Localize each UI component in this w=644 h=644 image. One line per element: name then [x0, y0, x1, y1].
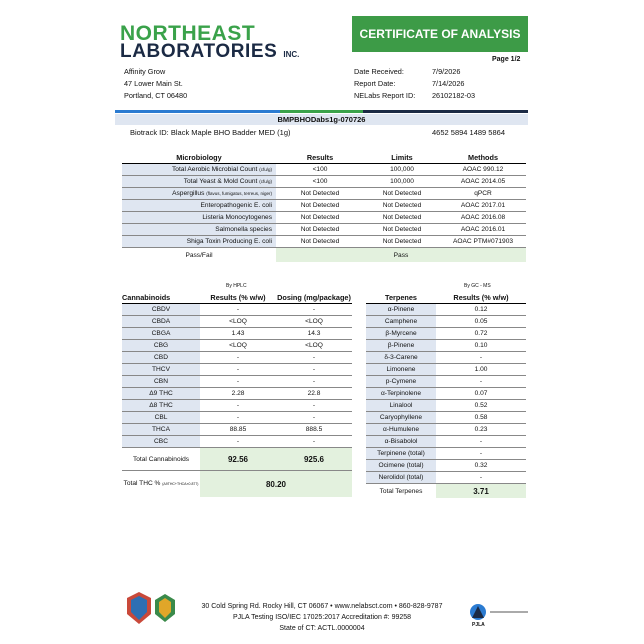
cannabinoid-row: [122, 304, 352, 316]
terpene-name: Ocimene (total): [366, 460, 436, 472]
total-cannabinoids-result: 92.56: [200, 448, 276, 471]
cannabinoid-name: CBL: [122, 412, 200, 424]
client-address2: Portland, CT 06480: [124, 91, 188, 100]
micro-header: Limits: [364, 152, 440, 164]
date-received: 7/9/2026: [432, 67, 461, 76]
terpene-result: -: [436, 436, 526, 448]
micro-row: [122, 164, 526, 176]
pass-fail-label: Pass/Fail: [122, 248, 276, 263]
micro-test-label: Salmonella species: [215, 226, 272, 233]
cannabinoid-result: <LOQ: [200, 316, 276, 328]
terpene-row: [366, 424, 526, 436]
cannabinoid-dose: -: [276, 400, 352, 412]
terpene-row: [366, 364, 526, 376]
biotrack-number: 4652 5894 1489 5864: [432, 128, 505, 137]
terpene-name: α-Pinene: [366, 304, 436, 316]
total-thc-label-cell: [122, 471, 200, 498]
terpene-header: Results (% w/w): [436, 292, 526, 304]
terpene-row: [366, 340, 526, 352]
cannabinoid-name: CBGA: [122, 328, 200, 340]
terpene-method: By GC - MS: [464, 283, 491, 289]
client-name: Affinity Grow: [124, 67, 166, 76]
cannabinoid-name: CBD: [122, 352, 200, 364]
total-cannabinoids-row: [122, 448, 352, 471]
terpene-row: [366, 400, 526, 412]
micro-method: AOAC PTM#071903: [440, 236, 526, 248]
biotrack-label: Biotrack ID:: [130, 128, 169, 137]
micro-test-name: [122, 200, 276, 212]
client-address1: 47 Lower Main St.: [124, 79, 183, 88]
cannabinoid-header: Cannabinoids: [122, 292, 200, 304]
micro-limit: Not Detected: [364, 224, 440, 236]
cannabinoid-result: -: [200, 304, 276, 316]
micro-test-label: Aspergillus: [172, 190, 205, 197]
terpene-name: α-Bisabolol: [366, 436, 436, 448]
total-cannabinoids-dose: 925.6: [276, 448, 352, 471]
footer-license: State of CT: ACTL.0000004: [279, 625, 365, 632]
terpene-result: 0.10: [436, 340, 526, 352]
terpene-row: [366, 388, 526, 400]
brand-name: LABORATORIES: [120, 41, 278, 62]
cannabinoid-row: [122, 400, 352, 412]
client-block: [124, 66, 187, 102]
cannabinoid-result: -: [200, 364, 276, 376]
cannabinoid-row: [122, 376, 352, 388]
micro-test-name: [122, 212, 276, 224]
terpene-row: [366, 304, 526, 316]
micro-test-name: [122, 188, 276, 200]
date-received-label: Date Received:: [354, 67, 404, 76]
micro-result: Not Detected: [276, 212, 364, 224]
micro-test-label: Shiga Toxin Producing E. coli: [186, 238, 272, 245]
micro-row: [122, 212, 526, 224]
pass-fail-row: [122, 248, 526, 263]
report-date: 7/14/2026: [432, 79, 465, 88]
cannabinoid-result: 88.85: [200, 424, 276, 436]
cannabinoid-name: CBG: [122, 340, 200, 352]
pass-fail-value: Pass: [276, 248, 526, 263]
micro-test-unit: (cfu/g): [259, 167, 272, 172]
micro-method: AOAC 2014.05: [440, 176, 526, 188]
terpene-row: [366, 448, 526, 460]
divider-rule: [115, 110, 528, 113]
micro-test-name: [122, 164, 276, 176]
report-id-label: NELabs Report ID:: [354, 91, 416, 100]
terpene-row: [366, 376, 526, 388]
terpene-row: [366, 352, 526, 364]
report-labels: [354, 66, 415, 102]
micro-limit: 100,000: [364, 176, 440, 188]
micro-method: AOAC 2016.08: [440, 212, 526, 224]
cannabinoids-table: [122, 292, 352, 497]
cannabinoid-dose: 22.8: [276, 388, 352, 400]
micro-test-label: Total Yeast & Mold Count: [183, 178, 258, 185]
terpene-name: Camphene: [366, 316, 436, 328]
cannabinoid-dose: -: [276, 352, 352, 364]
footer-accreditation: PJLA Testing ISO/IEC 17025:2017 Accreditation #: 99258: [232, 614, 412, 621]
microbiology-table: [122, 152, 526, 262]
batch-id: BMPBHODabs1g-070726: [115, 114, 528, 125]
micro-result: <100: [276, 164, 364, 176]
cannabinoid-dose: <LOQ: [276, 340, 352, 352]
micro-result: Not Detected: [276, 224, 364, 236]
brand-inc: INC.: [283, 50, 300, 59]
cannabinoid-result: 1.43: [200, 328, 276, 340]
cannabinoid-result: -: [200, 352, 276, 364]
terpene-row: [366, 436, 526, 448]
cannabinoid-result: -: [200, 400, 276, 412]
terpene-row: [366, 316, 526, 328]
micro-row: [122, 200, 526, 212]
terpene-name: Nerolidol (total): [366, 472, 436, 484]
terpene-result: 0.58: [436, 412, 526, 424]
cannabinoid-row: [122, 412, 352, 424]
cannabinoid-name: CBN: [122, 376, 200, 388]
cannabinoid-row: [122, 328, 352, 340]
cannabinoid-dose: -: [276, 412, 352, 424]
micro-result: Not Detected: [276, 236, 364, 248]
cannabinoid-result: -: [200, 436, 276, 448]
micro-test-label: Total Aerobic Microbial Count: [171, 166, 258, 173]
terpene-name: Linalool: [366, 400, 436, 412]
micro-test-name: [122, 236, 276, 248]
cannabinoid-name: CBDA: [122, 316, 200, 328]
terpene-row: [366, 412, 526, 424]
terpene-name: Terpinene (total): [366, 448, 436, 460]
terpene-name: δ-3-Carene: [366, 352, 436, 364]
terpene-result: 0.12: [436, 304, 526, 316]
micro-limit: 100,000: [364, 164, 440, 176]
terpene-header: Terpenes: [366, 292, 436, 304]
micro-row: [122, 236, 526, 248]
cannabinoid-method: By HPLC: [226, 283, 247, 289]
cannabinoid-result: -: [200, 412, 276, 424]
total-terpenes-value: 3.71: [436, 484, 526, 499]
cannabinoid-dose: -: [276, 304, 352, 316]
cannabinoid-name: Δ8 THC: [122, 400, 200, 412]
terpene-result: -: [436, 352, 526, 364]
cannabinoid-name: THCA: [122, 424, 200, 436]
cannabinoid-row: [122, 388, 352, 400]
micro-result: Not Detected: [276, 200, 364, 212]
terpene-name: Limonene: [366, 364, 436, 376]
micro-test-unit: (cfu/g): [259, 179, 272, 184]
micro-result: Not Detected: [276, 188, 364, 200]
report-id: 26102182-03: [432, 91, 476, 100]
micro-test-label: Listeria Monocytogenes: [202, 214, 272, 221]
terpene-name: β-Pinene: [366, 340, 436, 352]
terpene-row: [366, 460, 526, 472]
cannabinoid-dose: -: [276, 364, 352, 376]
cannabinoid-result: 2.28: [200, 388, 276, 400]
micro-limit: Not Detected: [364, 188, 440, 200]
cannabinoid-row: [122, 364, 352, 376]
micro-header: Microbiology: [122, 152, 276, 164]
coa-banner: CERTIFICATE OF ANALYSIS: [352, 16, 528, 52]
cannabinoid-header: Dosing (mg/package): [277, 293, 351, 302]
micro-test-name: [122, 176, 276, 188]
total-thc-row: [122, 471, 352, 498]
total-thc-label: Total THC %: [123, 480, 161, 487]
terpene-result: -: [436, 472, 526, 484]
cannabinoid-result: -: [200, 376, 276, 388]
micro-row: [122, 176, 526, 188]
micro-result: <100: [276, 176, 364, 188]
terpene-result: 0.07: [436, 388, 526, 400]
cannabinoid-result: <LOQ: [200, 340, 276, 352]
cannabinoid-name: Δ9 THC: [122, 388, 200, 400]
micro-test-unit: (flavus, fumigatus, terreus, niger): [206, 191, 272, 196]
cannabinoid-dose: <LOQ: [276, 316, 352, 328]
total-thc-value: 80.20: [200, 471, 352, 498]
report-values: [432, 66, 475, 102]
cannabinoid-row: [122, 436, 352, 448]
cannabinoid-dose: -: [276, 376, 352, 388]
terpene-name: p-Cymene: [366, 376, 436, 388]
micro-limit: Not Detected: [364, 212, 440, 224]
biotrack-line: [130, 128, 291, 137]
page-number: Page 1/2: [492, 56, 521, 63]
micro-header: Methods: [440, 152, 526, 164]
pjla-text: PJLA: [472, 622, 485, 628]
micro-row: [122, 224, 526, 236]
cannabinoid-row: [122, 340, 352, 352]
micro-method: AOAC 990.12: [440, 164, 526, 176]
terpene-name: β-Myrcene: [366, 328, 436, 340]
micro-test-label: Enteropathogenic E. coli: [200, 202, 272, 209]
cannabinoid-dose: 888.5: [276, 424, 352, 436]
pjla-logo: [466, 598, 530, 632]
total-thc-formula: (Δ9THC+THCA×0.877): [162, 482, 199, 486]
terpene-result: -: [436, 376, 526, 388]
footer-address: 30 Cold Spring Rd. Rocky Hill, CT 06067 • www.nelabsct.com • 860-828-9787: [201, 603, 443, 610]
biotrack-product: Black Maple BHO Badder MED (1g): [170, 128, 291, 137]
micro-row: [122, 188, 526, 200]
micro-method: qPCR: [440, 188, 526, 200]
cannabinoid-name: CBDV: [122, 304, 200, 316]
micro-limit: Not Detected: [364, 236, 440, 248]
terpene-result: 0.05: [436, 316, 526, 328]
micro-header: Results: [276, 152, 364, 164]
micro-method: AOAC 2016.01: [440, 224, 526, 236]
cannabinoid-name: CBC: [122, 436, 200, 448]
cannabinoid-dose: 14.3: [276, 328, 352, 340]
terpene-row: [366, 328, 526, 340]
terpenes-table: [366, 292, 526, 498]
terpene-result: 0.23: [436, 424, 526, 436]
cannabinoid-dose: -: [276, 436, 352, 448]
micro-test-name: [122, 224, 276, 236]
total-terpenes-label: Total Terpenes: [379, 487, 423, 495]
cannabinoid-name: THCV: [122, 364, 200, 376]
terpene-name: α-Terpinolene: [366, 388, 436, 400]
cannabinoid-row: [122, 316, 352, 328]
micro-method: AOAC 2017.01: [440, 200, 526, 212]
total-terpenes-row: [366, 484, 526, 499]
total-cannabinoids-label: Total Cannabinoids: [122, 448, 200, 471]
cannabinoid-row: [122, 352, 352, 364]
terpene-result: 0.72: [436, 328, 526, 340]
micro-limit: Not Detected: [364, 200, 440, 212]
terpene-name: Caryophyllene: [366, 412, 436, 424]
cannabinoid-row: [122, 424, 352, 436]
terpene-result: 0.32: [436, 460, 526, 472]
terpene-result: 0.52: [436, 400, 526, 412]
cannabinoid-header: Results (% w/w): [200, 292, 276, 304]
terpene-name: α-Humulene: [366, 424, 436, 436]
terpene-result: -: [436, 448, 526, 460]
terpene-row: [366, 472, 526, 484]
brand-logo-line1: NORTHEAST: [120, 22, 256, 45]
report-date-label: Report Date:: [354, 79, 396, 88]
terpene-result: 1.00: [436, 364, 526, 376]
brand-logo-line2: [120, 41, 299, 63]
